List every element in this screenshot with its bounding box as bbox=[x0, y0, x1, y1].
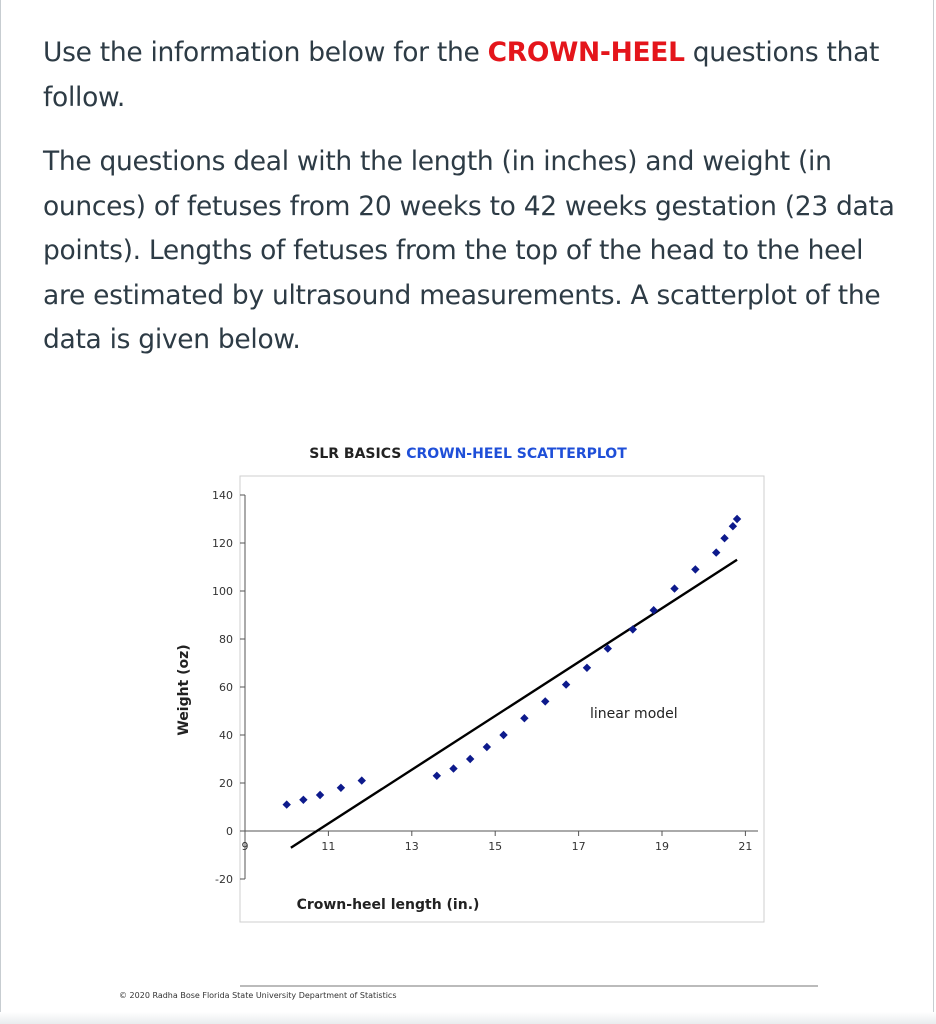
description-paragraph: The questions deal with the length (in inches) and weight (in ounces) of fetuses from 20 weeks to 42 weeks gestation (23 data points). Lengths of fetuses from the top of the head to the heel are estimated by ultrasound measurements. A scatterplot of the data is given below. bbox=[43, 146, 895, 355]
y-tick-label: 120 bbox=[212, 537, 233, 550]
chart-frame bbox=[240, 476, 764, 922]
y-tick-label: 140 bbox=[212, 489, 233, 502]
linear-model-label: linear model bbox=[590, 706, 678, 722]
y-tick-label: 40 bbox=[219, 729, 233, 742]
intro-paragraph bbox=[43, 31, 903, 120]
x-tick-label: 15 bbox=[488, 840, 503, 853]
intro-text-end: questions that follow. bbox=[43, 37, 880, 113]
x-tick-label: 17 bbox=[571, 840, 586, 853]
y-axis-label: Weight (oz) bbox=[176, 644, 192, 736]
x-tick-label: 19 bbox=[655, 840, 669, 853]
y-tick-label: 20 bbox=[219, 777, 233, 790]
x-tick-label: 13 bbox=[404, 840, 419, 853]
x-axis-label: Crown-heel length (in.) bbox=[296, 897, 480, 913]
scatterplot-figure bbox=[119, 438, 830, 1000]
scatterplot-svg bbox=[119, 438, 830, 1000]
y-tick-label: -20 bbox=[215, 873, 233, 886]
y-tick-label: 80 bbox=[219, 633, 233, 646]
crown-heel-highlight: CROWN-HEEL bbox=[487, 37, 685, 68]
x-tick-label: 11 bbox=[321, 840, 336, 853]
y-tick-label: 60 bbox=[219, 681, 233, 694]
intro-text-start: Use the information below for the bbox=[43, 37, 488, 68]
y-tick-label: 0 bbox=[226, 825, 233, 838]
page-bottom-shadow bbox=[0, 1012, 936, 1024]
x-tick-label: 21 bbox=[738, 840, 753, 853]
copyright-text: © 2020 Radha Bose Florida State University Department of Statistics bbox=[119, 991, 397, 1000]
chart-title: SLR BASICS CROWN-HEEL SCATTERPLOT bbox=[309, 446, 627, 462]
x-tick-label: 9 bbox=[241, 840, 249, 853]
y-tick-label: 100 bbox=[212, 585, 233, 598]
